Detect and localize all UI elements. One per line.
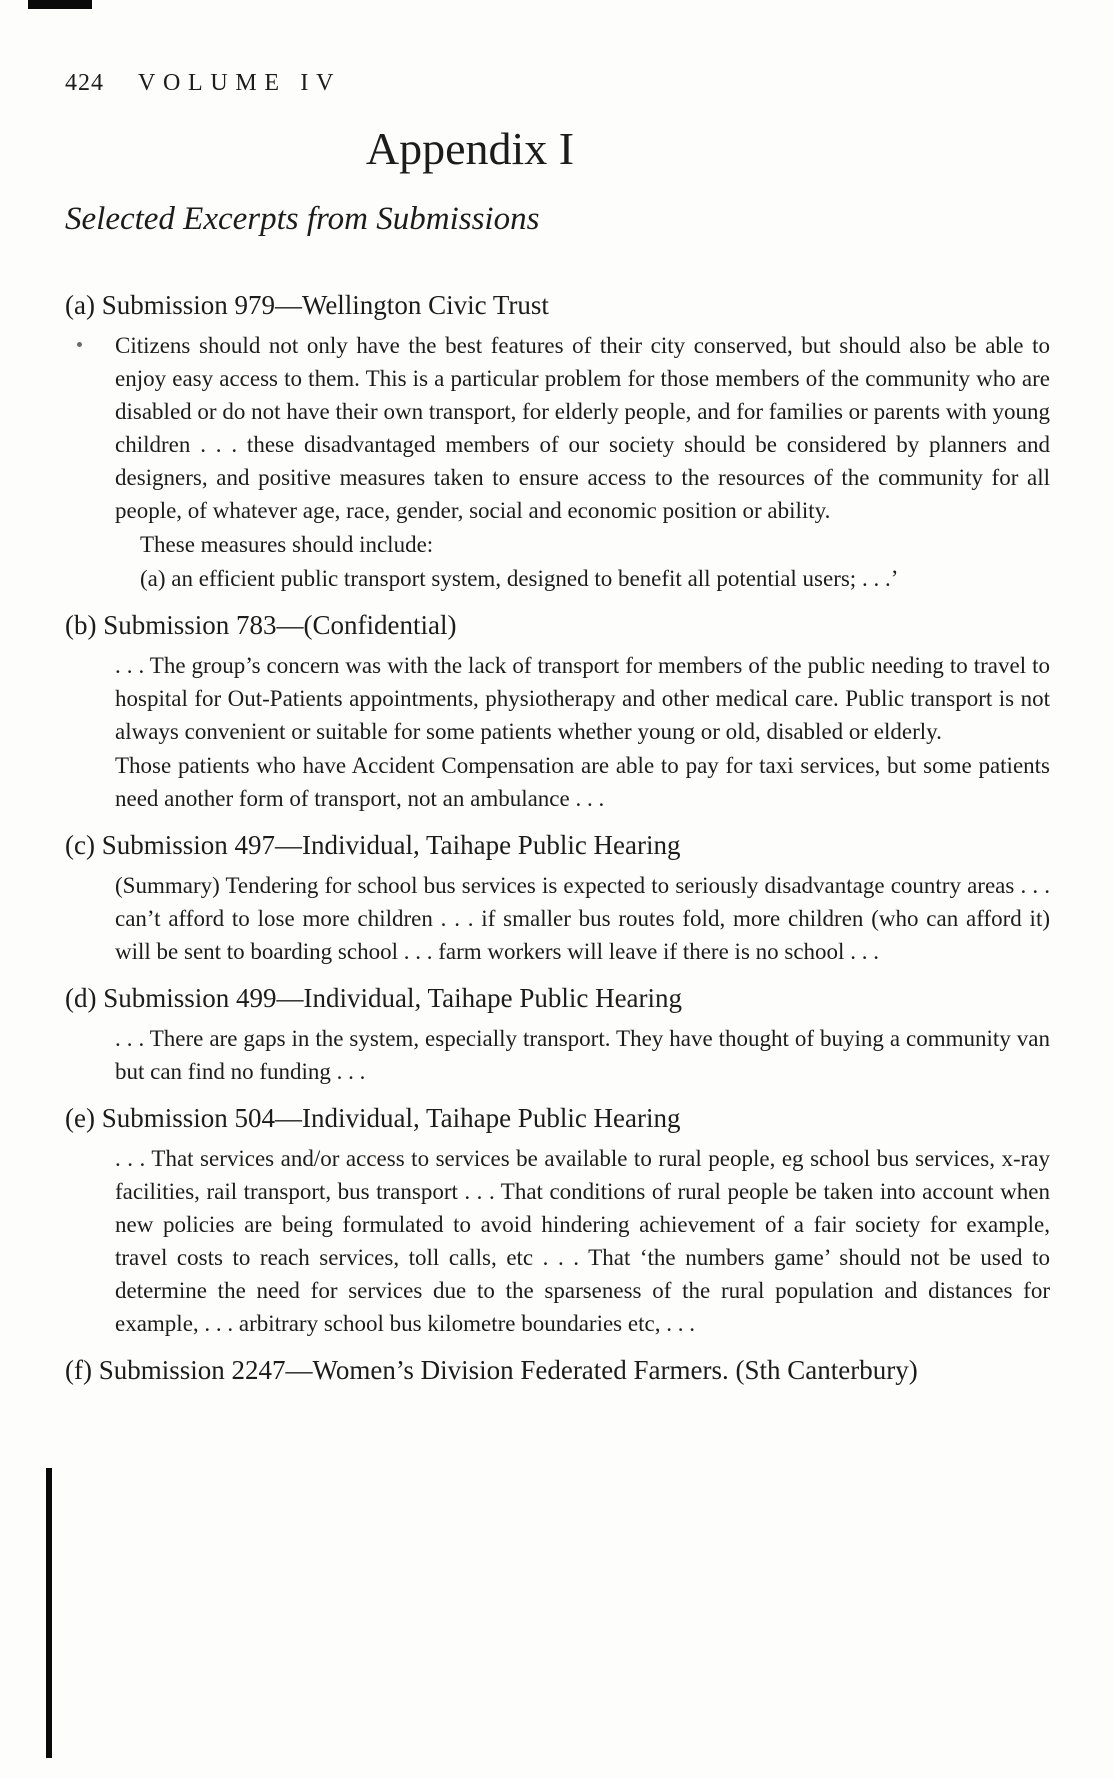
page-number: 424 [65, 70, 104, 96]
appendix-title: Appendix I [365, 123, 575, 174]
submissions-list [65, 285, 1050, 1390]
scan-artifact-left-bar [46, 1468, 52, 1758]
submission-heading: (c) Submission 497—Individual, Taihape Public Hearing [65, 830, 681, 861]
submission-a [65, 285, 1050, 595]
scan-artifact-top [28, 0, 92, 9]
submission-heading: (b) Submission 783—(Confidential) [65, 610, 457, 641]
submission-paragraph: These measures should include: [140, 532, 434, 558]
submission-paragraph: . . . The group’s concern was with the lack of transport for members of the public needing to travel to hospital for Out-Patients appointments, physiotherapy and other medical care. Public transport is not always convenient or suitable for some patients whether young or old, disabled or elderly. [115, 653, 1050, 745]
scan-artifact-speck [77, 342, 82, 347]
volume-label: VOLUME IV [138, 70, 342, 96]
submission-paragraph: . . . That services and/or access to services be available to rural people, eg school bus services, x-ray facilities, rail transport, bus transport . . . That conditions of rural people be taken into account when new policies are being formulated to avoid hindering achievement of a fair society for example, travel costs to reach services, toll calls, etc . . . That ‘the numbers game’ should not be used to determine the need for services due to the sparseness of the rural population and distances for example, . . . arbitrary school bus kilometre boundaries etc, . . . [115, 1146, 1050, 1337]
appendix-subtitle: Selected Excerpts from Submissions [65, 200, 540, 237]
submission-paragraph: (a) an efficient public transport system, designed to benefit all potential users; . . .’ [140, 566, 899, 592]
submission-c [65, 825, 1050, 968]
submission-paragraph: Those patients who have Accident Compensation are able to pay for taxi services, but some patients need another form of transport, not an ambulance . . . [115, 753, 1050, 812]
submission-paragraph: Citizens should not only have the best features of their city conserved, but should also be able to enjoy easy access to them. This is a particular problem for those members of the community who are disabled or do not have their own transport, for elderly people, and for families or parents with young children . . . these disadvantaged members of our society should be considered by planners and designers, and positive measures taken to ensure access to the resources of the community for all people, of whatever age, race, gender, social and economic position or ability. [115, 333, 1050, 524]
submission-e [65, 1098, 1050, 1340]
submission-heading: (d) Submission 499—Individual, Taihape Public Hearing [65, 983, 683, 1014]
submission-f [65, 1350, 1050, 1390]
submission-paragraph: (Summary) Tendering for school bus services is expected to seriously disadvantage country areas . . . can’t afford to lose more children . . . if smaller bus routes fold, more children (who can afford it) will be sent to boarding school . . . farm workers will leave if there is no school . . . [115, 873, 1050, 965]
submission-heading: (e) Submission 504—Individual, Taihape Public Hearing [65, 1103, 681, 1134]
submission-b [65, 605, 1050, 815]
submission-paragraph: . . . There are gaps in the system, especially transport. They have thought of buying a community van but can find no funding . . . [115, 1026, 1050, 1085]
submission-heading: (a) Submission 979—Wellington Civic Trust [65, 290, 549, 321]
submission-heading: (f) Submission 2247—Women’s Division Federated Farmers. (Sth Canterbury) [65, 1355, 918, 1386]
submission-d [65, 978, 1050, 1088]
running-head [65, 70, 1050, 97]
